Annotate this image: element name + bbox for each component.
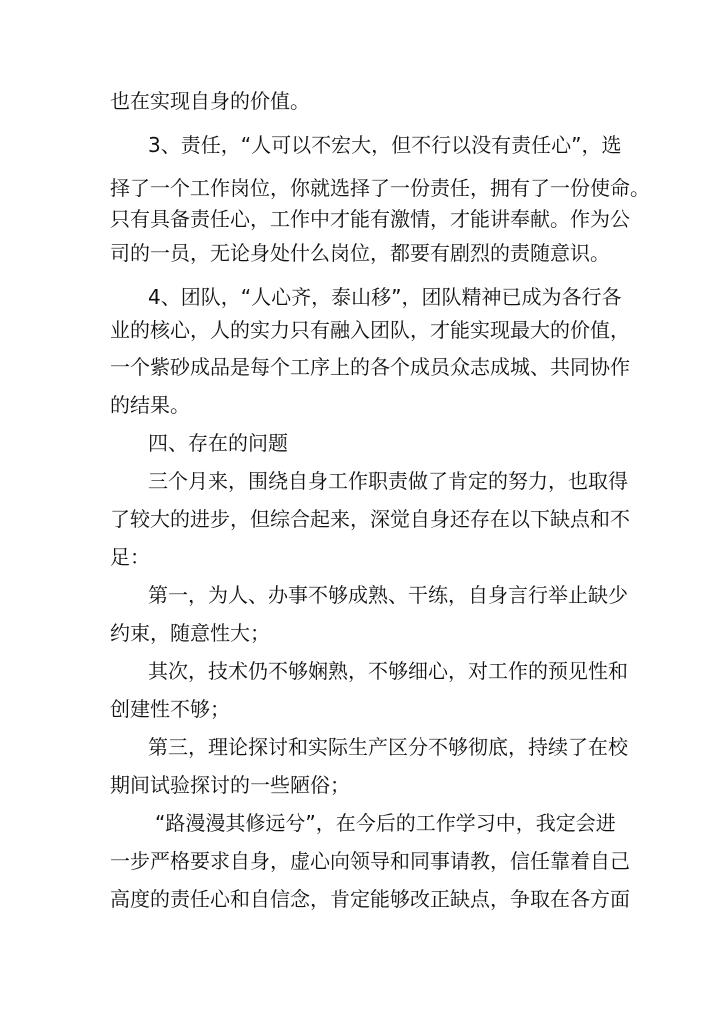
text-line: 择了一个工作岗位，你就选择了一份责任，拥有了一份使命。 [110,176,650,200]
text-line: 的结果。 [110,393,190,417]
text-line: 也在实现自身的价值。 [110,89,310,113]
text-line: 创建性不够； [110,697,230,721]
section-heading: 四、存在的问题 [148,431,288,455]
text-line: 只有具备责任心，工作中才能有激情，才能讲奉献。作为公 [110,207,630,231]
text-line: 一步严格要求自身，虚心向领导和同事请教，信任靠着自己 [110,849,630,873]
text-line: 第三，理论探讨和实际生产区分不够彻底，持续了在校 [148,735,628,759]
text-line: “路漫漫其修远兮”，在今后的工作学习中，我定会进 [155,811,616,835]
text-line: 一个紫砂成品是每个工序上的各个成员众志成城、共同协作 [110,355,630,379]
text-line: 三个月来，围绕自身工作职责做了肯定的努力，也取得 [148,469,628,493]
text-line: 其次，技术仍不够娴熟，不够细心，对工作的预见性和 [148,659,628,683]
text-line: 3、责任，“人可以不宏大，但不行以没有责任心”，选 [148,133,622,157]
text-line: 约束，随意性大； [110,621,270,645]
text-line: 4、团队，“人心齐，泰山移”，团队精神已成为各行各 [148,285,622,309]
text-line: 业的核心，人的实力只有融入团队，才能实现最大的价值， [110,318,630,342]
text-line: 司的一员，无论身处什么岗位，都要有剧烈的责随意识。 [110,241,610,265]
text-line: 了较大的进步，但综合起来，深觉自身还存在以下缺点和不 [110,507,630,531]
text-line: 第一，为人、办事不够成熟、干练，自身言行举止缺少 [148,583,628,607]
text-line: 高度的责任心和自信念，肯定能够改正缺点，争取在各方面 [110,887,630,911]
text-line: 期间试验探讨的一些陋俗； [110,773,350,797]
text-line: 足： [110,545,150,569]
